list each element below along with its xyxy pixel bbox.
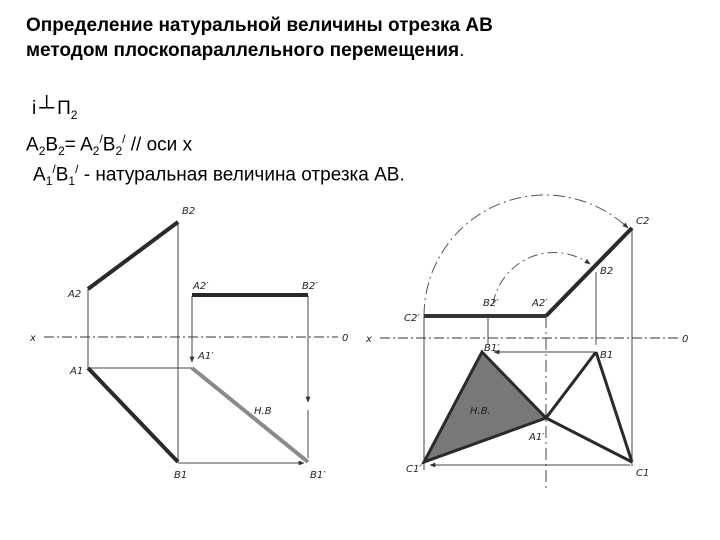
right-label-true-size: Н.В. (470, 406, 491, 417)
right-label-b1p: B1′ (484, 343, 500, 354)
title-line-1: Определение натуральной величины отрезка АВ (26, 15, 493, 36)
perpendicular-symbol: ┴ (39, 96, 55, 119)
left-label-true-length: Н.В (254, 406, 272, 417)
f1-i: i (32, 98, 37, 119)
left-segment-a1p-b1p-true-length (192, 368, 308, 462)
right-segment-c2-a2p (546, 228, 632, 316)
f2-a: A (26, 134, 39, 156)
f2-b2-sup: / (122, 132, 126, 146)
f2-tail: // оси х (125, 134, 193, 156)
f2-a-sub: 2 (38, 144, 46, 159)
right-label-x: x (366, 334, 372, 345)
title-period: . (459, 40, 465, 61)
left-segment-a2-b2 (88, 222, 178, 289)
f2-b2: B (102, 134, 116, 156)
left-label-a1: A1 (70, 366, 84, 377)
f2-b2-sub: 2 (115, 144, 123, 159)
f1-plane: П (57, 98, 71, 119)
right-label-a2p: A2′ (532, 298, 548, 309)
right-label-a1p: A1′ (529, 432, 545, 443)
f3-b-sup: / (75, 162, 79, 176)
left-label-0: 0 (342, 333, 349, 344)
right-arc-inner (493, 253, 590, 304)
right-label-b2: B2 (600, 266, 614, 277)
f3-b: B (55, 164, 69, 186)
right-label-c1p: C1′ (406, 464, 422, 475)
left-label-a2p: A2′ (193, 281, 209, 292)
left-diagram (29, 206, 348, 481)
title-line-2-text: методом плоскопараллельного перемещения (26, 40, 460, 61)
left-label-x: x (30, 333, 36, 344)
f3-tail: - натуральная величина отрезка АВ. (78, 164, 405, 186)
right-diagram (365, 195, 688, 488)
right-label-b2p: B2′ (483, 298, 499, 309)
f2-a2-sub: 2 (92, 144, 100, 159)
f2-b-sub: 2 (58, 144, 65, 159)
f2-eq: = A (64, 134, 93, 156)
right-label-0: 0 (682, 334, 689, 345)
right-label-b1: B1 (600, 350, 614, 361)
left-label-b2: B2 (182, 206, 196, 217)
f3-a-sub: 1 (45, 174, 53, 189)
left-label-b1p: B1′ (310, 470, 326, 481)
f3-a: A (33, 164, 46, 186)
f2-a2-sup: / (99, 132, 103, 146)
left-label-a1p: A1′ (198, 351, 214, 362)
right-triangle-projection (546, 352, 632, 462)
left-label-b1: B1 (174, 470, 188, 481)
f3-a-sup: / (52, 162, 56, 176)
right-arc-outer (424, 195, 628, 316)
left-segment-a1-b1 (88, 368, 178, 462)
right-label-c2: C2 (636, 216, 650, 227)
f2-b: B (45, 134, 59, 156)
f3-b-sub: 1 (68, 174, 76, 189)
right-label-c2p: C2′ (404, 313, 420, 324)
left-label-b2p: B2′ (302, 281, 318, 292)
right-label-c1: C1 (636, 468, 650, 479)
f1-plane-sub: 2 (70, 107, 78, 122)
left-label-a2: A2 (68, 289, 82, 300)
